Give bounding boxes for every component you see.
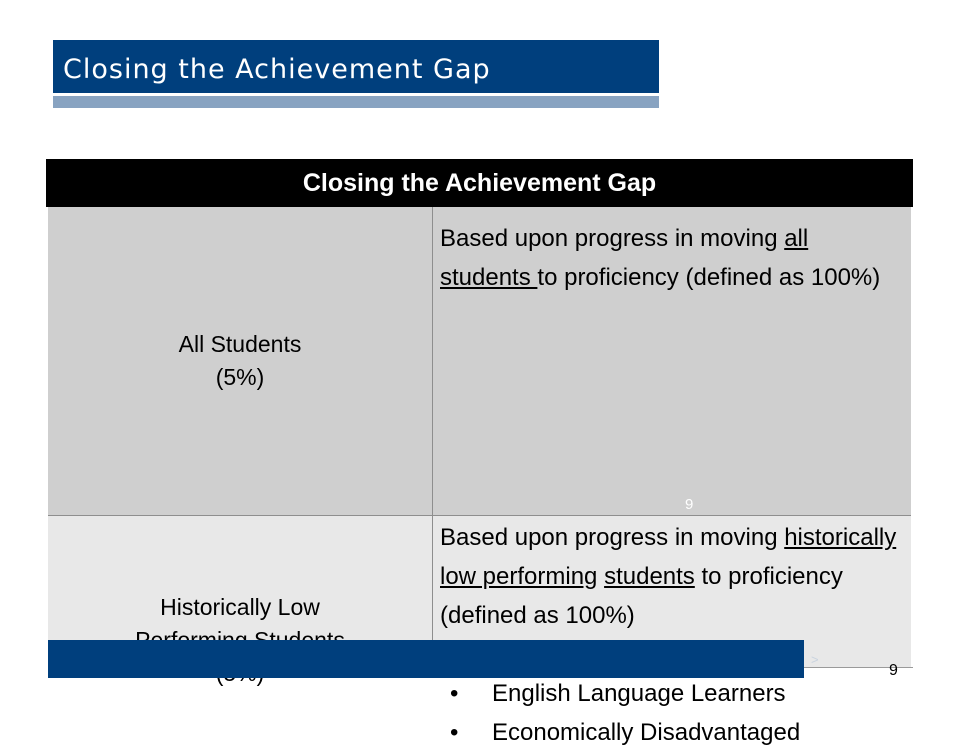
ghost-page-number: 9 [685,496,694,513]
row-description-cell [440,219,904,297]
description-text: Based upon progress in moving [440,524,785,551]
list-item: • English Language Learners [440,674,904,713]
next-arrow-icon: > [811,652,819,667]
description-underlined: students [604,563,695,590]
slide-title: Closing the Achievement Gap [63,54,491,85]
table-header: Closing the Achievement Gap [46,159,913,207]
page-number: 9 [889,662,898,679]
row-label-cell [48,207,433,515]
bullet-icon: • [450,680,459,707]
description-text: to proficiency (defined as 100%) [440,563,843,629]
bullet-icon: • [450,719,459,746]
row-label-line: Historically Low [160,594,320,620]
row-label-line: All Students [178,331,302,357]
list-item: • Economically Disadvantaged [440,713,904,752]
achievement-gap-table [46,159,913,746]
description-text: Based upon progress in moving [440,225,785,252]
table-row [48,207,911,516]
title-accent-stripe [53,96,659,108]
description-text: to proficiency (defined as 100%) [537,264,881,291]
description-underlined: all students [440,225,809,291]
footer-bar [48,640,804,678]
title-banner [53,40,659,93]
description-underlined: historically low performing [440,524,897,590]
row-description-cell [440,518,904,752]
row-weight: (5%) [215,364,265,390]
